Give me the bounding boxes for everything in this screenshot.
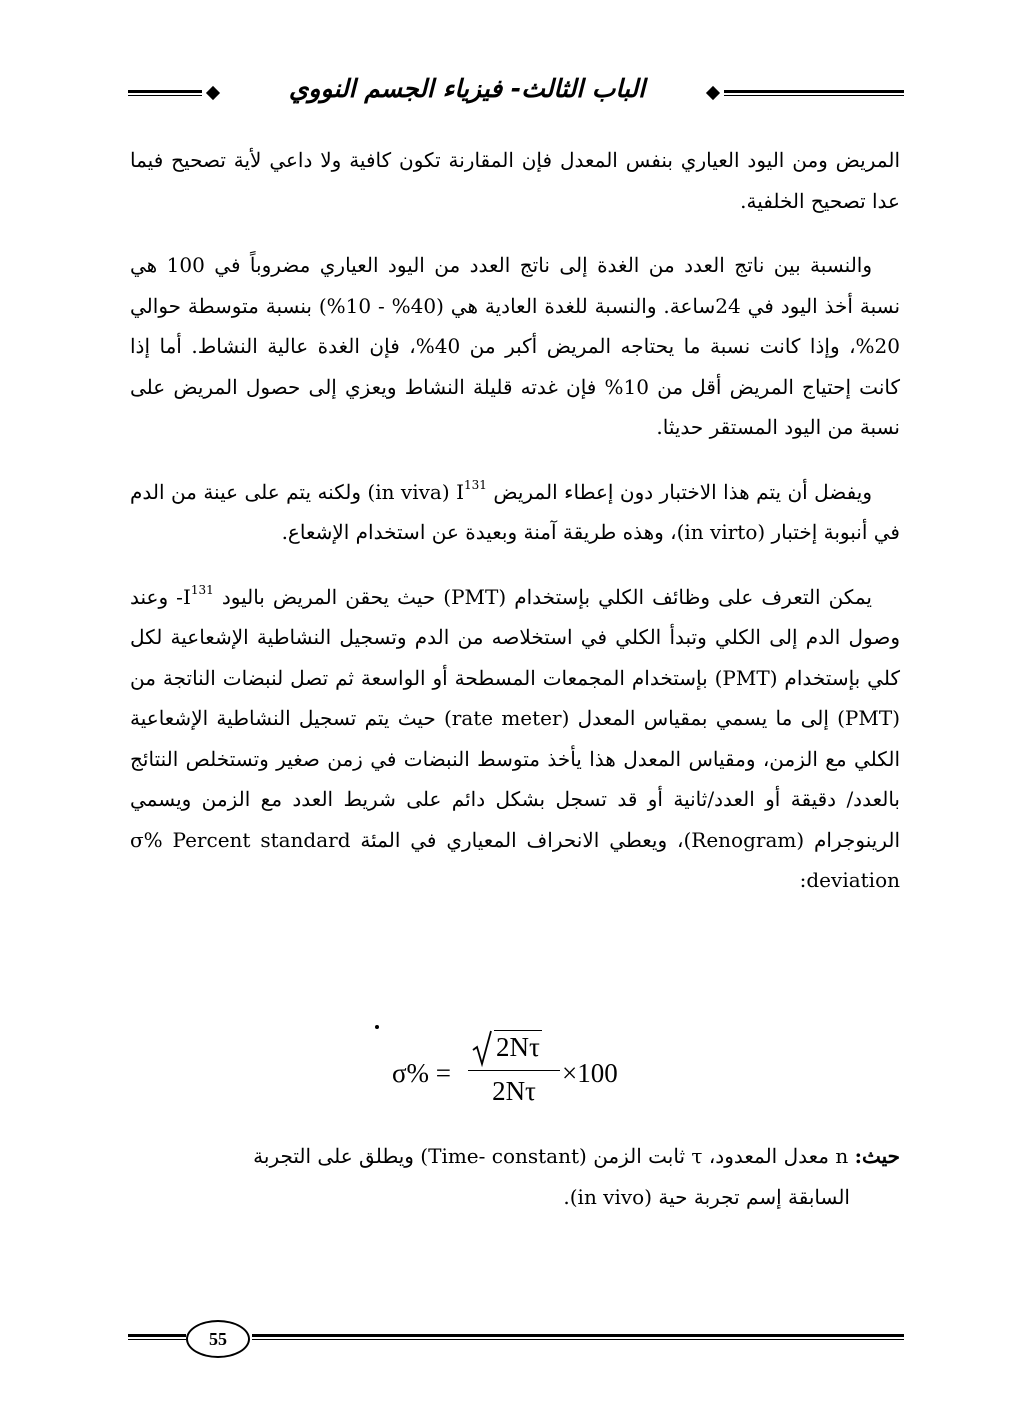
stray-dot bbox=[375, 1025, 379, 1029]
paragraph-3-end: (in viva) ولكنه يتم على عينة من الدم في أنبوبة إختبار (in virto)، وهذه طريقة آمنة وبعيدة عن استخدام الإشعاع. bbox=[130, 479, 900, 544]
formula-radicand: 2Nτ bbox=[496, 1032, 540, 1062]
paragraph-4-end: - وعند وصول الدم إلى الكلي وتبدأ الكلي في استخلاصه من الدم وتسجيل النشاطية الإشعاعية لكل كلي بإستخدام (PMT) بإستخدام المجمعات المسطحة أو الواسعة ثم تصل لنبضات الناتجة من (PMT) إلى ما يسمي بمقياس المعدل (rate meter) حيث يتم تسجيل النشاطية الإشعاعية الكلي مع الزمن، ومقياس المعدل هذا يأخذ متوسط النبضات في زمن صغير وتستخلص النتائج بالعدد/ دقيقة أو العدد/ثانية أو قد تسجل بشكل دائم على شريط العدد مع الزمن ويسمي الرينوجرام (Renogram)، ويعطي الانحراف المعياري في المئة σ% Percent standard deviation: bbox=[130, 584, 901, 892]
paragraph-4-start: يمكن التعرف على وظائف الكلي بإستخدام (PMT) حيث يحقن المريض باليود bbox=[213, 584, 872, 609]
formula-numerator bbox=[468, 1024, 560, 1068]
isotope-label: $I^{131}$ bbox=[456, 477, 487, 504]
formula-note bbox=[130, 1136, 900, 1217]
note-text: n معدل المعدود، τ ثابت الزمن (Time- constant) ويطلق على التجربة bbox=[253, 1144, 855, 1168]
paragraph-4 bbox=[130, 577, 900, 901]
formula-sigma-percent bbox=[392, 1024, 632, 1124]
formula-denominator: 2Nτ bbox=[492, 1076, 536, 1106]
isotope-label: $I^{131}$ bbox=[182, 582, 214, 609]
formula-rhs: ×100 bbox=[562, 1058, 618, 1088]
note-line-1 bbox=[130, 1136, 900, 1177]
page-body bbox=[130, 140, 900, 925]
formula-lhs: σ% = bbox=[392, 1058, 452, 1088]
page-footer bbox=[128, 1320, 904, 1364]
paragraph-1: المريض ومن اليود العياري بنفس المعدل فإن المقارنة تكون كافية ولا داعي لأية تصحيح فيما عدا تصحيح الخلفية. bbox=[130, 148, 900, 213]
formula-fraction bbox=[468, 1024, 560, 1111]
paragraph-2: والنسبة بين ناتج العدد من الغدة إلى ناتج العدد من اليود العياري مضروباً في 100 هي نسبة أخذ اليود في 24ساعة. والنسبة للغدة العادية هي (40% - 10%) بنسبة متوسطة حوالي 20%، وإذا كانت نسبة ما يحتاجه المريض أكبر من 40%، فإن الغدة عالية النشاط. أما إذا كانت إحتياج المريض أقل من 10% فإن غدته قليلة النشاط ويعزي إلى حصول المريض على نسبة من اليود المستقر حديثا. bbox=[130, 253, 901, 439]
note-line-2: السابقة إسم تجربة حية (in vivo). bbox=[563, 1184, 850, 1209]
page-number: 55 bbox=[186, 1320, 250, 1358]
paragraph-3-start: ويفضل أن يتم هذا الاختبار دون إعطاء المريض bbox=[486, 479, 872, 504]
paragraph-3 bbox=[130, 472, 900, 553]
footer-rule-left bbox=[128, 1334, 186, 1340]
chapter-title: الباب الثالث- فيزياء الجسم النووي bbox=[288, 74, 646, 103]
header-rule-right bbox=[724, 90, 904, 96]
note-lead: حيث: bbox=[854, 1144, 900, 1168]
diamond-ornament-icon bbox=[206, 86, 220, 100]
header-rule-left bbox=[128, 90, 202, 96]
footer-rule-right bbox=[252, 1334, 904, 1340]
square-root-icon bbox=[472, 1024, 492, 1068]
page-header bbox=[128, 72, 904, 112]
